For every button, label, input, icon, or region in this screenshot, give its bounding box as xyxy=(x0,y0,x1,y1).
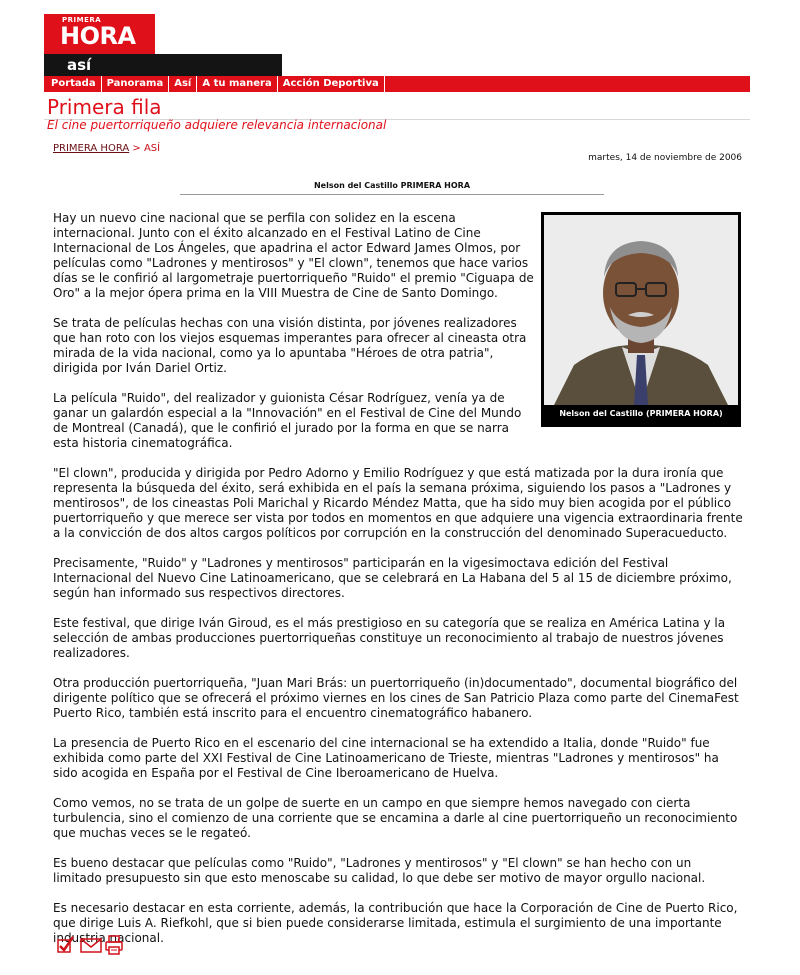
article-paragraph: Es necesario destacar en esta corriente, además, la contribución que hace la Corporación de Cine de Puerto Rico, que dirige Luis A. Riefkohl, que si bien puede considerarse limitada, estimula el surgimiento de una importante industria nacional. xyxy=(53,901,738,945)
breadcrumb-separator: > xyxy=(129,143,144,154)
logo-red-block xyxy=(44,14,155,54)
logo-section-block xyxy=(44,54,282,76)
article-paragraph: "El clown", producida y dirigida por Pedro Adorno y Emilio Rodríguez y que está matizada por la dura ironía que representa la búsqueda del éxito, será exhibida en el país la semana próxima, siguiendo los pasos a "Ladrones y mentirosos", de los cineastas Poli Marichal y Ricardo Méndez Matta, que ha sido muy bien acogida por el público puertorriqueño y que merece ser vista por todos en momentos en que adquiere una vigencia extraordinaria frente a la convicción de dos altos cargos políticos por corrupción en la construcción del denominado Superacueducto. xyxy=(53,466,743,540)
breadcrumb-home-link[interactable]: PRIMERA HORA xyxy=(53,143,130,154)
article-body xyxy=(53,211,743,961)
breadcrumb-section-link[interactable]: ASÍ xyxy=(143,143,161,154)
logo-spacer xyxy=(155,14,282,54)
nav-item-asi[interactable]: Así xyxy=(169,76,197,92)
article-paragraph: Se trata de películas hechas con una visión distinta, por jóvenes realizadores que han roto con los viejos esquemas imperantes para ofrecer al cineasta otra mirada de la vida nacional, como ya lo apuntaba "Héroes de otra patria", dirigida por Iván Dariel Ortiz. xyxy=(53,316,527,375)
article-paragraph: Este festival, que dirige Iván Giroud, es el más prestigioso en su categoría que se realiza en América Latina y la selección de ambas producciones puertorriqueñas constituye un reconocimiento al trabajo de nuestros jóvenes realizadores. xyxy=(53,616,726,660)
page-subtitle: El cine puertorriqueño adquiere relevancia internacional xyxy=(47,118,387,132)
article-paragraph: Precisamente, "Ruido" y "Ladrones y mentirosos" participarán en la vigesimoctava edición del Festival Internacional del Nuevo Cine Latinoamericano, que se celebrará en La Habana del 5 al 15 de diciembre próximo, según han informado sus respectivos directores. xyxy=(53,556,732,600)
article-paragraph: Otra producción puertorriqueña, "Juan Mari Brás: un puertorriqueño (in)documentado", documental biográfico del dirigente político que se ofrecerá el próximo viernes en los cines de San Patricio Plaza como parte del CinemaFest Puerto Rico, también está inscrito para el encuentro cinematográfico habanero. xyxy=(53,676,739,720)
article-actions xyxy=(56,935,124,955)
page-title: Primera fila xyxy=(47,95,162,119)
site-logo[interactable] xyxy=(44,14,282,76)
main-nav xyxy=(44,76,750,92)
byline-divider xyxy=(180,194,604,195)
nav-item-portada[interactable]: Portada xyxy=(44,76,102,92)
print-icon[interactable] xyxy=(104,935,124,955)
article-paragraph: Hay un nuevo cine nacional que se perfila con solidez en la escena internacional. Junto con el éxito alcanzado en el Festival Latino de Cine Internacional de Los Ángeles, que apadrina el actor Edward James Olmos, por películas como "Ladrones y mentirosos" y "El clown", tenemos que hace varios días se le confirió al largometraje puertorriqueño "Ruido" el premio "Ciguapa de Oro" a la mejor ópera prima en la VIII Muestra de Cine de Santo Domingo. xyxy=(53,211,534,300)
photo-caption: Nelson del Castillo (PRIMERA HORA) xyxy=(559,409,723,418)
article-date: martes, 14 de noviembre de 2006 xyxy=(588,153,742,163)
nav-item-accion-deportiva[interactable]: Acción Deportiva xyxy=(278,76,385,92)
article-byline: Nelson del Castillo PRIMERA HORA xyxy=(313,181,471,190)
nav-item-a-tu-manera[interactable]: A tu manera xyxy=(197,76,277,92)
breadcrumb xyxy=(53,143,160,154)
article-paragraph: Como vemos, no se trata de un golpe de suerte en un campo en que siempre hemos navegado con cierta turbulencia, sino el comienzo de una corriente que se encamina a darle al cine puertorriqueño un reconocimiento que muchas veces se le regateó. xyxy=(53,796,738,840)
nav-item-panorama[interactable]: Panorama xyxy=(102,76,170,92)
article-paragraph: La película "Ruido", del realizador y guionista César Rodríguez, venía ya de ganar un galardón especial a la "Innovación" en el Festival de Cine del Mundo de Montreal (Canadá), que le confirió el jurado por la forma en que se narra esta historia cinematográfica. xyxy=(53,391,522,450)
article-paragraph: La presencia de Puerto Rico en el escenario del cine internacional se ha extendido a Italia, donde "Ruido" fue exhibida como parte del XXI Festival de Cine Latinoamericano de Trieste, mientras "Ladrones y mentirosos" ha sido acogida en España por el Festival de Cine Iberoamericano de Huelva. xyxy=(53,736,719,780)
email-icon[interactable] xyxy=(80,935,100,955)
logo-section-text: así xyxy=(67,56,92,74)
checkmark-icon[interactable] xyxy=(56,935,76,955)
article-paragraph: Es bueno destacar que películas como "Ruido", "Ladrones y mentirosos" y "El clown" se han hecho con un limitado presupuesto sin que esto menoscabe su calidad, lo que debe ser motivo de mayor orgullo nacional. xyxy=(53,856,706,885)
logo-hora-text: HORA xyxy=(60,22,136,50)
logo-primera-text: PRIMERA xyxy=(62,16,102,24)
